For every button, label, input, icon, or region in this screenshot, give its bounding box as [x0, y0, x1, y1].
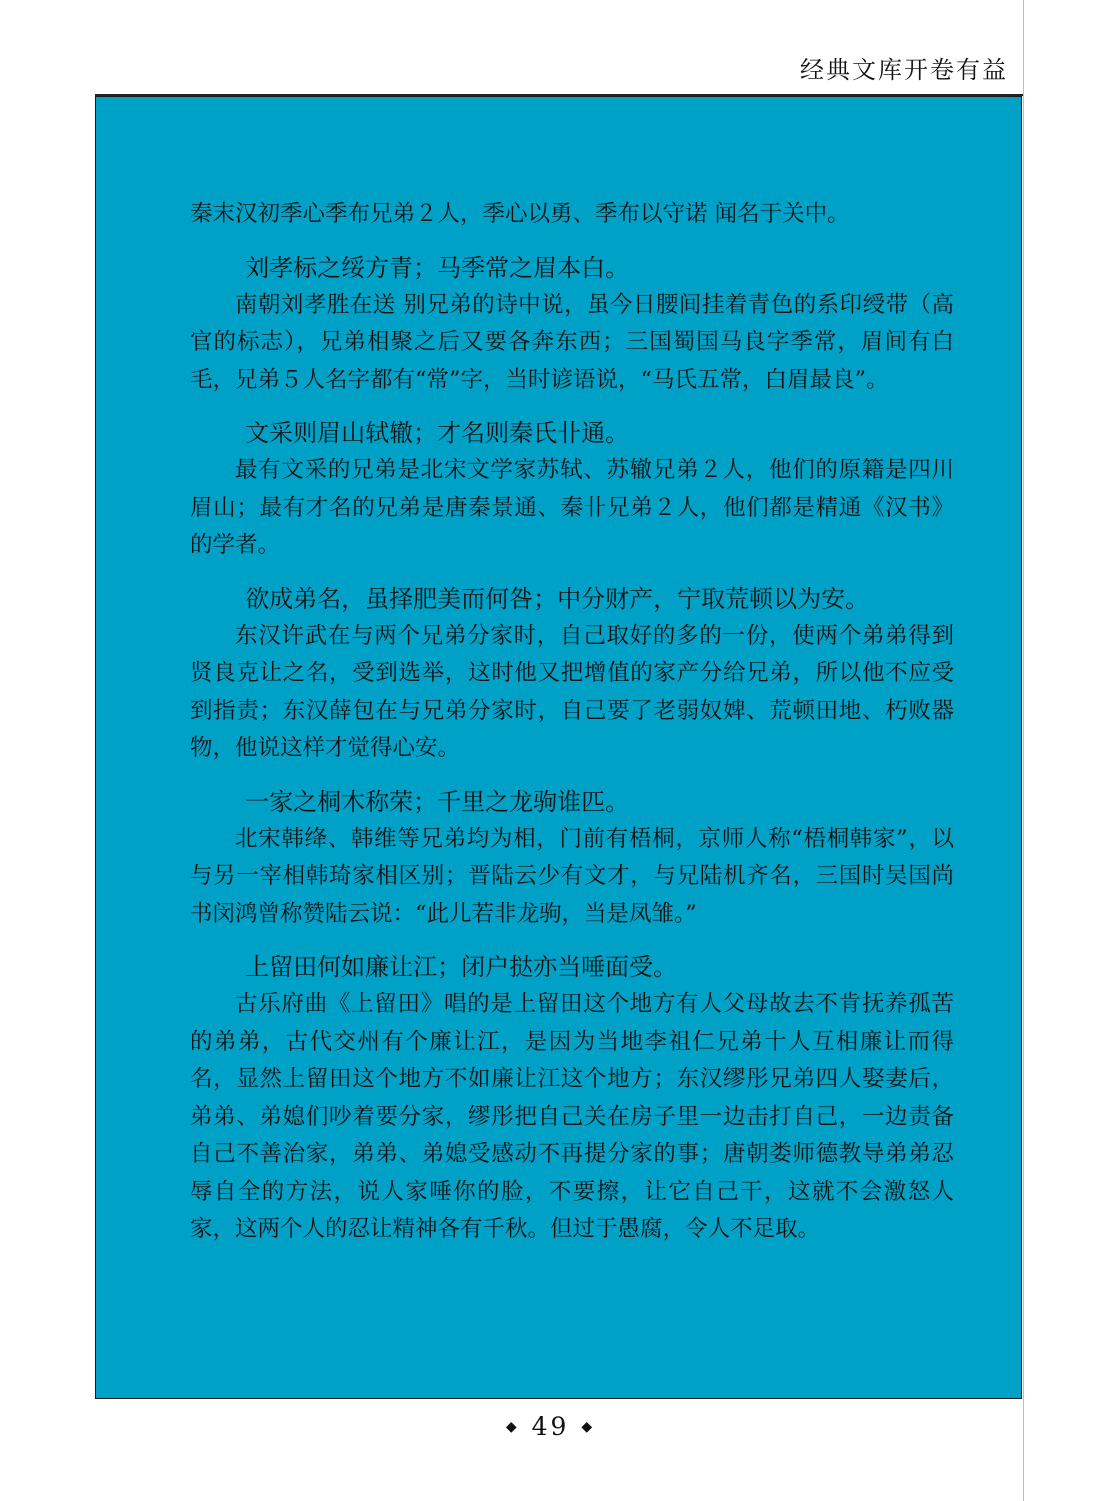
couplet-line: 一家之桐木称荣；千里之龙驹谁匹。 [245, 787, 630, 816]
section-gap [190, 768, 954, 783]
explanation-paragraph: 古乐府曲《上留田》唱的是上留田这个地方有人父母故去不肯抚养孤苦的弟弟，古代交州有个廉让江，是因为当地李祖仁兄弟十人互相廉让而得名，显然上留田这个地方不如廉让江这个地方；东汉缪彤兄弟四人娶妻后，弟弟、弟媳们吵着要分家，缪彤把自己关在房子里一边击打自己，一边责备自己不善治家，弟弟、弟媳受感动不再提分家的事；唐朝娄师德教导弟弟忍辱自全的方法，说人家唾你的脸，不要擦，让它自己干，这就不会激怒人家，这两个人的忍让精神各有千秋。但过于愚腐，令人不足取。 [190, 991, 954, 1242]
explanation-paragraph: 最有文采的兄弟是北宋文学家苏轼、苏辙兄弟２人，他们的原籍是四川眉山；最有才名的兄弟是唐秦景通、秦卝兄弟２人，他们都是精通《汉书》的学者。 [190, 457, 954, 558]
page-number: 49 [531, 1412, 570, 1441]
section-gap [190, 565, 954, 580]
section-gap [190, 234, 954, 249]
page-footer [0, 1412, 1101, 1441]
running-header: 经典文库开卷有益 [800, 56, 1008, 84]
couplet-line: 欲成弟名，虽择肥美而何咎；中分财产，宁取荒顿以为安。 [245, 584, 870, 613]
explanation-paragraph: 北宋韩绛、韩维等兄弟均为相，门前有梧桐，京师人称“梧桐韩家”，以与另一宰相韩琦家相区别；晋陆云少有文才，与兄陆机齐名，三国时吴国尚书闵鸿曾称赞陆云说：“此儿若非龙驹，当是凤雏。” [190, 825, 954, 927]
diamond-icon: ◆ [505, 1419, 520, 1435]
intro-paragraph: 秦末汉初季心季布兄弟２人，季心以勇、季布以守诺 闻名于关中。 [190, 201, 850, 227]
diamond-icon: ◆ [581, 1419, 596, 1435]
page-edge-line [1023, 0, 1024, 1501]
couplet-line: 上留田何如廉让江；闭户挞亦当唾面受。 [245, 953, 678, 981]
explanation-paragraph: 东汉许武在与两个兄弟分家时，自己取好的多的一份，使两个弟弟得到贤良克让之名，受到选举，这时他又把增值的家产分给兄弟，所以他不应受到指责；东汉薛包在与兄弟分家时，自己要了老弱奴婢、荒顿田地、朽败器物，他说这样才觉得心安。 [190, 622, 954, 761]
article-body [190, 196, 954, 1249]
couplet-line: 文采则眉山轼辙；才名则秦氏卝通。 [245, 419, 630, 447]
couplet-line: 刘孝标之绥方青；马季常之眉本白。 [245, 253, 630, 282]
section-gap [190, 933, 954, 948]
section-gap [190, 399, 954, 414]
explanation-paragraph: 南朝刘孝胜在送 别兄弟的诗中说，虽今日腰间挂着青色的系印绶带（高官的标志），兄弟相聚之后又要各奔东西；三国蜀国马良字季常，眉间有白毛，兄弟５人名字都有“常”字，当时谚语说，“马氏五常，白眉最良”。 [190, 291, 954, 393]
